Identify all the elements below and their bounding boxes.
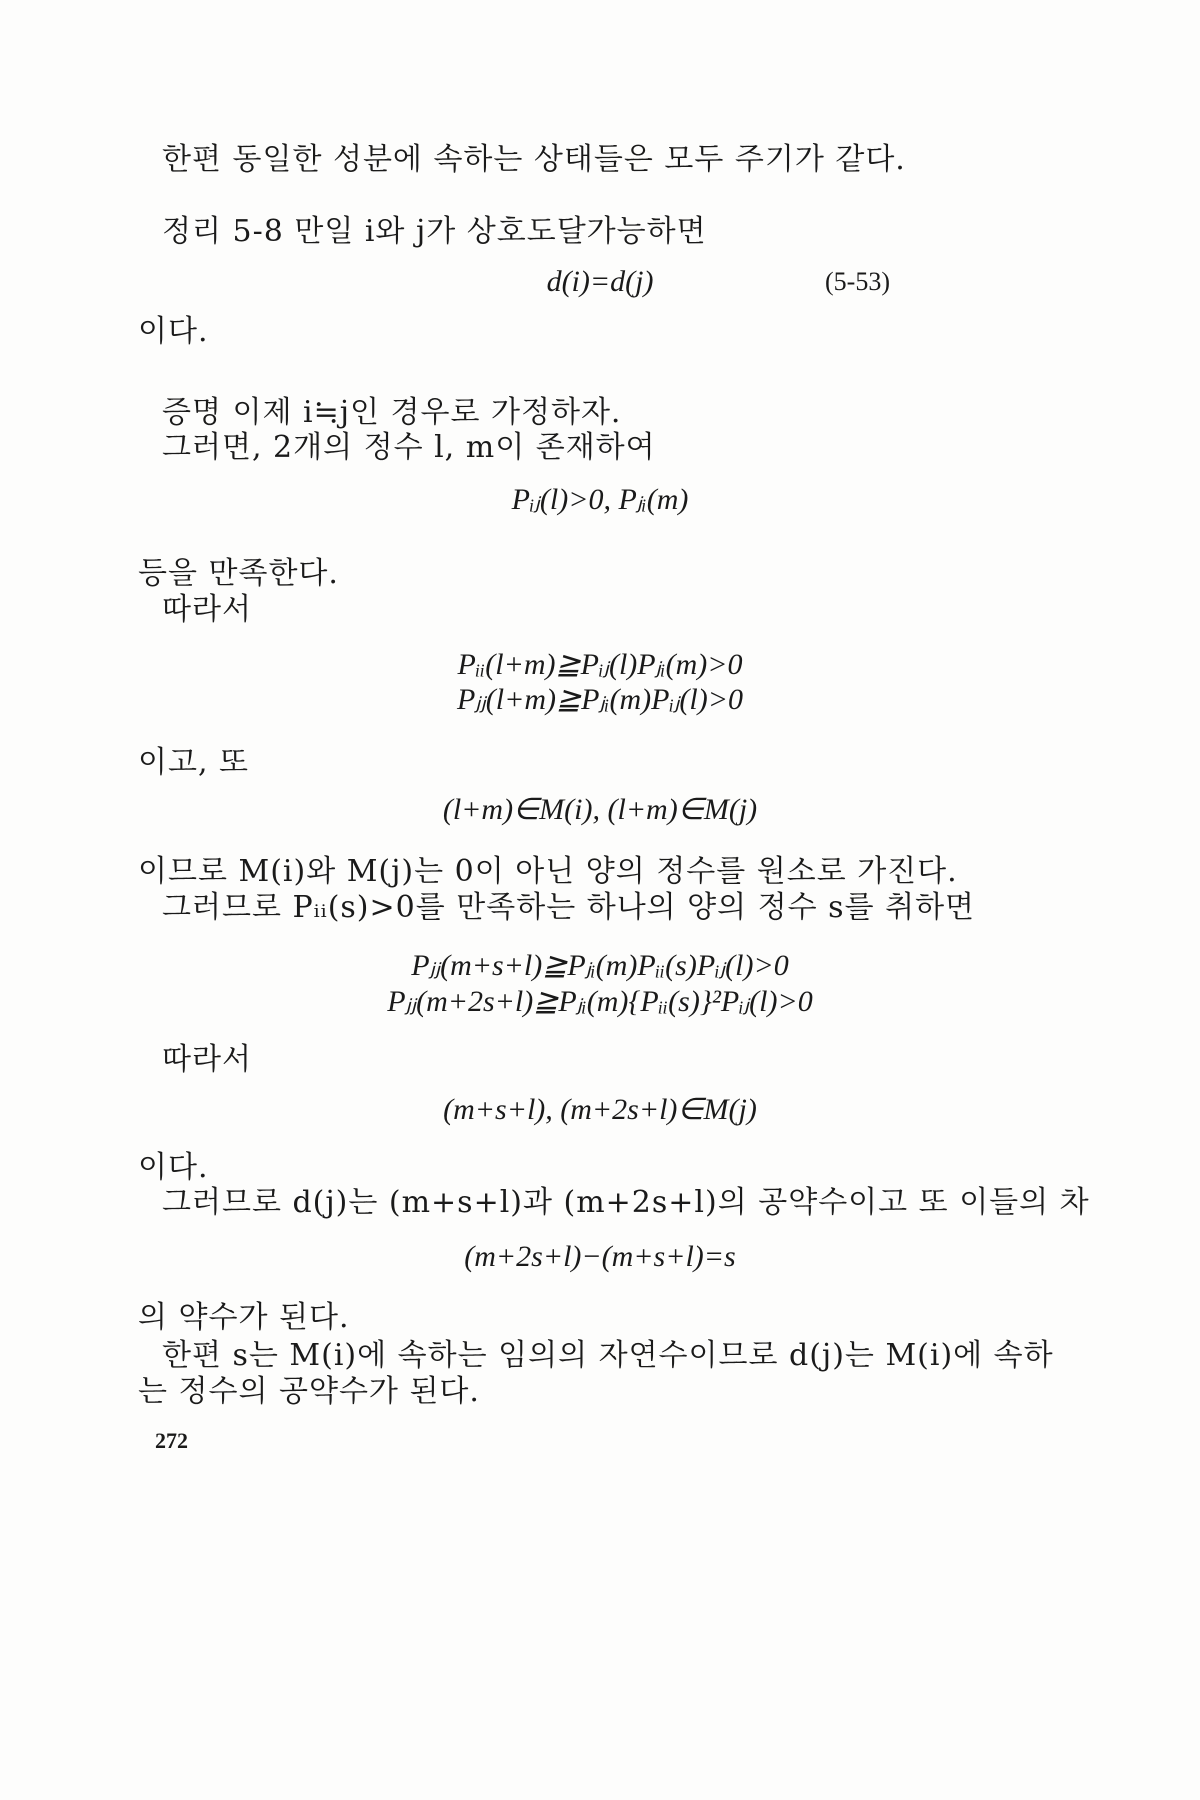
equation: Pⱼⱼ(m+s+l)≧Pⱼᵢ(m)Pᵢᵢ(s)Pᵢⱼ(l)>0 <box>411 949 789 982</box>
equation: (l+m)∈M(i), (l+m)∈M(j) <box>442 793 758 826</box>
text-line: 그러므로 d(j)는 (m+s+l)과 (m+2s+l)의 공약수이고 또 이들의 차 <box>162 1185 1090 1220</box>
equation-5-53: d(i)=d(j) <box>546 265 654 298</box>
text-line: 이고, 또 <box>138 745 250 780</box>
equation: Pᵢⱼ(l)>0, Pⱼᵢ(m) <box>511 483 689 516</box>
theorem-heading: 정리 5-8 만일 i와 j가 상호도달가능하면 <box>162 214 707 249</box>
page-number: 272 <box>155 1428 188 1453</box>
text-line: 이다. <box>138 314 209 349</box>
text-line: 그러면, 2개의 정수 l, m이 존재하여 <box>162 430 656 465</box>
equation: (m+2s+l)−(m+s+l)=s <box>464 1240 736 1273</box>
text-line: 등을 만족한다. <box>138 556 339 591</box>
equation: Pⱼⱼ(m+2s+l)≧Pⱼᵢ(m){Pᵢᵢ(s)}²Pᵢⱼ(l)>0 <box>387 985 813 1018</box>
text-line: 한편 s는 M(i)에 속하는 임의의 자연수이므로 d(j)는 M(i)에 속하 <box>162 1338 1054 1373</box>
text-line: 따라서 <box>162 592 252 627</box>
text-line: 이므로 M(i)와 M(j)는 0이 아닌 양의 정수를 원소로 가진다. <box>138 854 958 889</box>
text-line: 는 정수의 공약수가 된다. <box>138 1374 480 1409</box>
text-line: 이다. <box>138 1150 209 1185</box>
proof-heading: 증명 이제 i≒j인 경우로 가정하자. <box>162 395 622 430</box>
text-line: 그러므로 Pᵢᵢ(s)>0를 만족하는 하나의 양의 정수 s를 취하면 <box>162 890 976 925</box>
text-line: 의 약수가 된다. <box>138 1300 350 1335</box>
text-line: 한편 동일한 성분에 속하는 상태들은 모두 주기가 같다. <box>162 142 906 177</box>
equation: Pᵢᵢ(l+m)≧Pᵢⱼ(l)Pⱼᵢ(m)>0 <box>457 648 743 681</box>
equation: Pⱼⱼ(l+m)≧Pⱼᵢ(m)Pᵢⱼ(l)>0 <box>456 683 743 716</box>
text-line: 따라서 <box>162 1042 252 1077</box>
equation: (m+s+l), (m+2s+l)∈M(j) <box>443 1093 757 1126</box>
equation-number: (5-53) <box>825 267 890 296</box>
